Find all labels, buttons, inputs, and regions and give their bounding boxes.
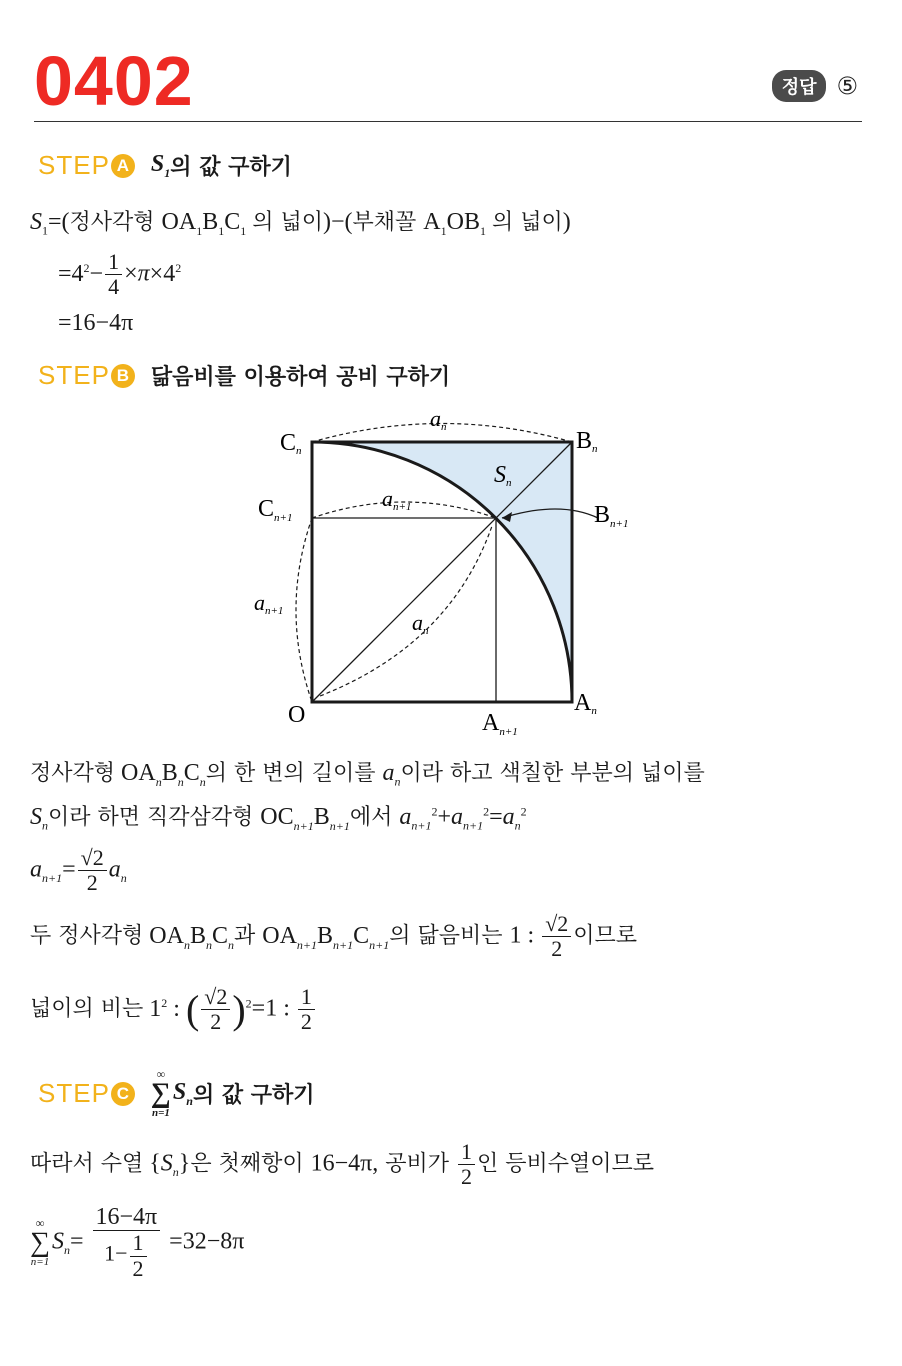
- step-a-line-3: =16−4π: [58, 310, 134, 336]
- diagonal: [312, 442, 572, 702]
- step-c-title: 의 값 구하기: [192, 1083, 315, 1108]
- step-b-title: 닮음비를 이용하여 공비 구하기: [150, 365, 451, 390]
- answer-value: ⑤: [836, 72, 858, 100]
- answer-box: [772, 70, 858, 102]
- label-An1: $A_{n+1}$: [482, 710, 518, 738]
- step-a-line-2: $=4^2-$ $\frac{1}{4}$ $\times\pi\times 4^2$: [58, 249, 182, 300]
- step-b-line-2: $S_n$이라 하면 직각삼각형 $OC_{n+1}B_{n+1}$에서 $a_{n+1}^2+a_{n+1}^2=a_n^2$: [30, 804, 527, 833]
- step-a-header: [38, 150, 292, 181]
- label-a-left: an+1: [254, 590, 284, 617]
- header-divider: [34, 121, 862, 122]
- step-a-line-1: $S_1=$(정사각형 $OA_1B_1C_1$ 의 넓이)−(부채꼴 $A_1OB_1$ 의 넓이): [30, 209, 571, 238]
- label-a-n1: an+1: [382, 486, 412, 513]
- label-a-top: an: [430, 406, 447, 433]
- step-badge-b: B: [111, 364, 135, 388]
- step-word: STEP: [38, 150, 110, 180]
- square-figure: [240, 400, 660, 745]
- problem-number: 0402: [34, 42, 194, 120]
- step-badge-c: C: [111, 1082, 135, 1106]
- step-a-result: 16−4π: [71, 310, 134, 336]
- step-b-header: STEP B 닮음비를 이용하여 공비 구하기: [38, 360, 451, 390]
- label-O: O: [288, 702, 306, 728]
- step-badge-a: A: [111, 154, 135, 178]
- step-a-symbol: $S_1$: [150, 150, 171, 180]
- label-Bn: Bn: [576, 428, 598, 455]
- step-c-line-2: ∞ ∑ n=1 $S_n=$ 16−4π 1− $\frac{1}{2}$ =32−8π: [30, 1204, 245, 1281]
- label-S: Sn: [494, 462, 512, 489]
- sigma-symbol: ∞ ∑ n=1: [150, 1067, 171, 1119]
- step-b-line-1: 정사각형 $OA_nB_nC_n$의 한 변의 길이를 $a_n$이라 하고 색칠한 부분의 넓이를: [30, 760, 705, 789]
- step-b-line-3: $a_{n+1}=$ $\frac{√2}{2}$ $a_n$: [30, 845, 127, 896]
- label-Bn1: $B_{n+1}$: [594, 502, 629, 530]
- step-c-line-1: 따라서 수열 $\{S_n\}$은 첫째항이 16−4π, 공비가 $\frac{1}{2}$ 인 등비수열이므로: [30, 1139, 655, 1190]
- step-b-line-4: 두 정사각형 $OA_nB_nC_n$과 $OA_{n+1}B_{n+1}C_{n+1}$의 닮음비는 1 : $\frac{√2}{2}$ 이므로: [30, 911, 638, 962]
- answer-label: 정답: [772, 70, 827, 102]
- label-Cn: Cn: [280, 430, 302, 457]
- label-An: An: [574, 690, 597, 717]
- label-a-diag: an: [412, 610, 429, 637]
- step-a-title: 의 값 구하기: [170, 155, 292, 180]
- step-c-result: =32−8π: [169, 1228, 245, 1255]
- label-Cn1: $C_{n+1}$: [258, 496, 293, 524]
- step-b-line-5: 넓이의 비는 $1^2$ : ( $\frac{√2}{2}$ )$^2$=1 : $\frac{1}{2}$: [30, 985, 317, 1034]
- step-c-header: STEP C ∞ ∑ n=1 $S_n$ 의 값 구하기: [38, 1067, 315, 1119]
